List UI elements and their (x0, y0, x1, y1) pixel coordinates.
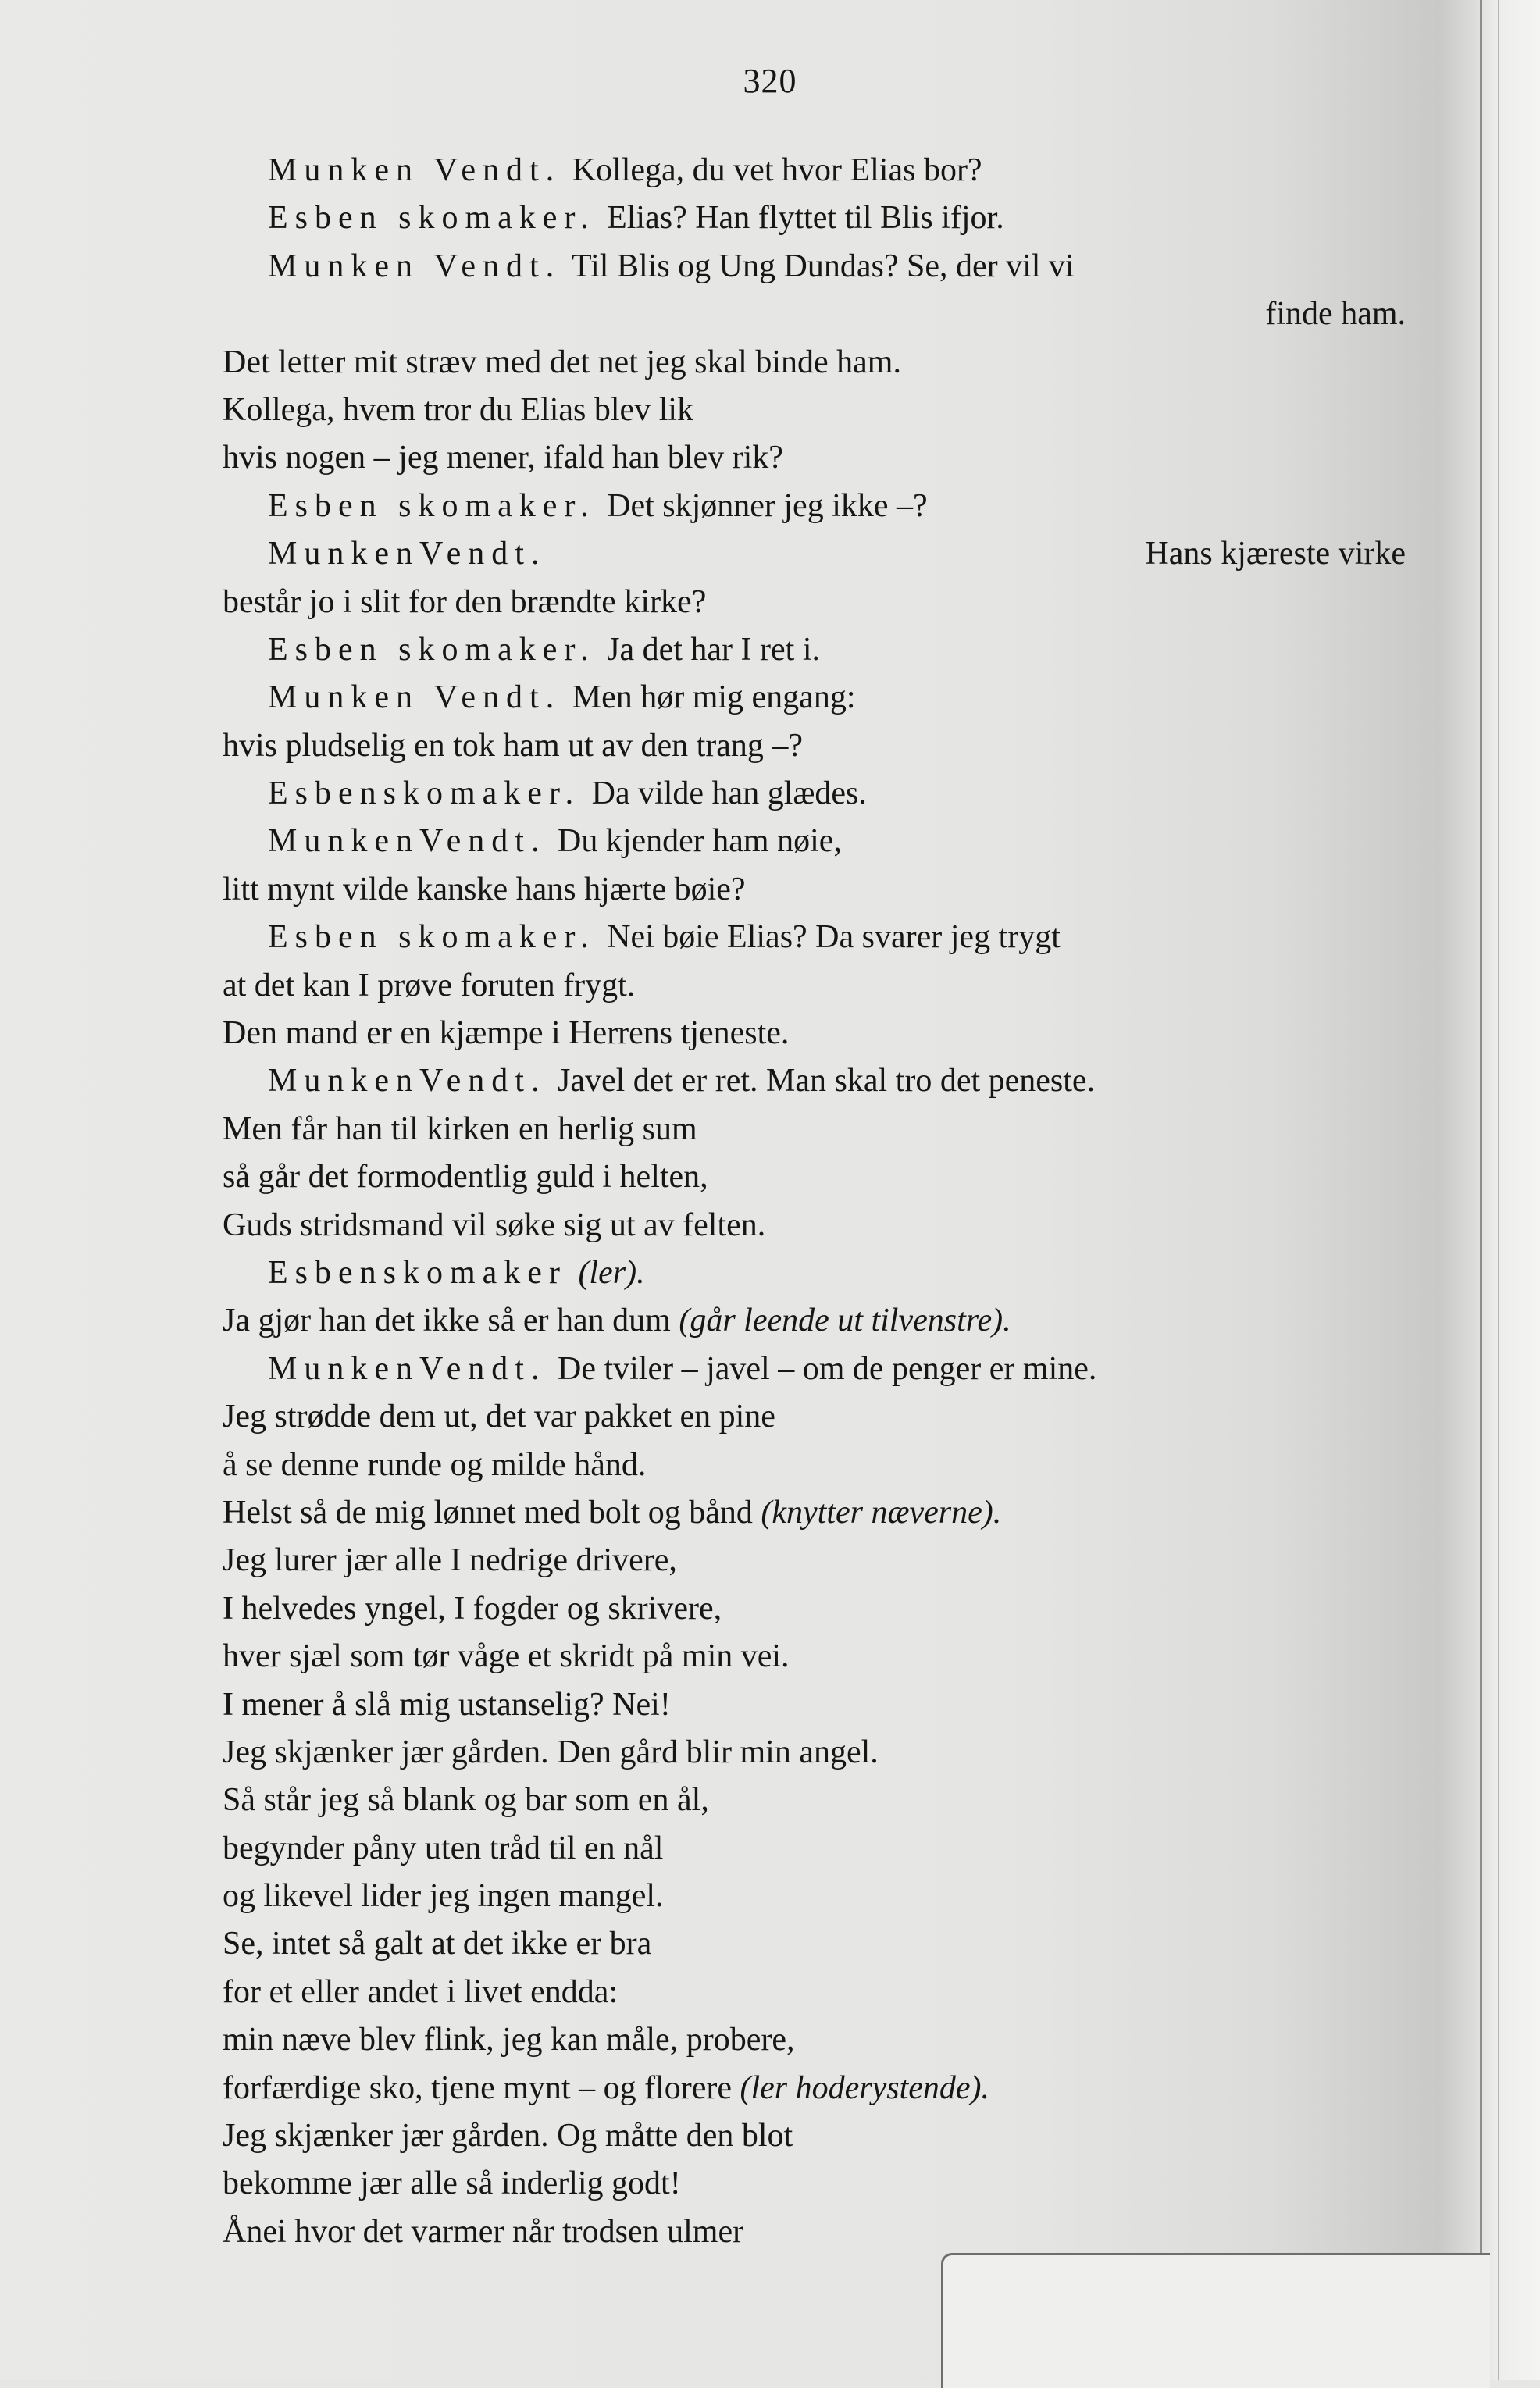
stage-direction: (knytter næverne). (761, 1494, 1002, 1531)
line-text: litt mynt vilde kanske hans hjærte bøie? (223, 871, 746, 907)
speaker-name: Esben skomaker. (268, 200, 596, 237)
text-line (223, 1825, 1406, 1873)
line-text: Nei bøie Elias? Da svarer jeg trygt (598, 919, 1061, 956)
text-line (223, 962, 1406, 1010)
line-text: for et eller andet i livet endda: (223, 1973, 618, 2010)
text-line (223, 2160, 1406, 2208)
line-text: at det kan I prøve foruten frygt. (223, 967, 636, 1003)
text-line (223, 579, 1406, 626)
text-line (223, 1249, 1406, 1297)
text-line (223, 2112, 1406, 2160)
speaker-name: Esbenskomaker (268, 1254, 567, 1291)
speaker-name: Munken Vendt. (268, 679, 561, 716)
text-line (223, 1777, 1406, 1824)
speaker-name: MunkenVendt. (268, 536, 547, 572)
text-line (223, 1057, 1406, 1105)
speaker-name: MunkenVendt. (268, 1350, 547, 1387)
text-line (223, 1633, 1406, 1681)
line-text: Så står jeg så blank og bar som en ål, (223, 1782, 709, 1819)
text-line (223, 1537, 1406, 1584)
speaker-name: Munken Vendt. (268, 248, 561, 284)
line-text: I mener å slå mig ustanselig? Nei! (223, 1686, 671, 1723)
line-text: består jo i slit for den brændte kirke? (223, 583, 707, 620)
line-text: så går det formodentlig guld i helten, (223, 1159, 708, 1196)
line-text: De tviler – javel – om de penger er mine. (549, 1350, 1097, 1387)
line-text: Til Blis og Ung Dundas? Se, der vil vi (564, 248, 1075, 284)
text-line (223, 1106, 1406, 1153)
line-text: Hans kjæreste virke (1145, 536, 1406, 572)
text-line (223, 1873, 1406, 1920)
stage-direction: (ler). (569, 1254, 645, 1291)
text-line (223, 1297, 1406, 1345)
line-text: I helvedes yngel, I fogder og skrivere, (223, 1590, 722, 1627)
line-text: forfærdige sko, tjene mynt – og florere (223, 2069, 740, 2106)
text-line (223, 2016, 1406, 2064)
line-text: å se denne runde og milde hånd. (223, 1446, 647, 1483)
line-text: Guds stridsmand vil søke sig ut av felten. (223, 1206, 766, 1243)
line-text: Jeg lurer jær alle I nedrige drivere, (223, 1542, 677, 1579)
line-text: begynder påny uten tråd til en nål (223, 1830, 664, 1866)
text-line (223, 1969, 1406, 2016)
line-text: Kollega, hvem tror du Elias blev lik (223, 391, 694, 428)
text-line (223, 914, 1406, 961)
line-text: hvis nogen – jeg mener, ifald han blev rik? (223, 440, 783, 476)
speaker-name: Esben skomaker. (268, 919, 596, 956)
speaker-name: MunkenVendt. (268, 1063, 547, 1100)
text-line (223, 1345, 1406, 1393)
stage-direction: (ler hoderystende). (740, 2069, 990, 2106)
text-line (223, 770, 1406, 818)
line-text: Det skjønner jeg ikke –? (598, 487, 928, 524)
text-line (223, 1202, 1406, 1249)
text-line (223, 722, 1406, 770)
line-text: Ånei hvor det varmer når trodsen ulmer (223, 2213, 744, 2250)
line-text: Jeg strødde dem ut, det var pakket en pine (223, 1399, 775, 1435)
speaker-name: Munken Vendt. (268, 152, 561, 188)
text-line (223, 626, 1406, 674)
line-text: og likevel lider jeg ingen mangel. (223, 1878, 664, 1915)
text-line (223, 2065, 1406, 2112)
text-line (223, 1153, 1406, 1201)
line-text: hver sjæl som tør våge et skridt på min vei. (223, 1638, 790, 1675)
spine-shadow-line-secondary (1498, 0, 1499, 2380)
line-text: Kollega, du vet hvor Elias bor? (564, 152, 982, 188)
spine-shadow-line (1480, 0, 1482, 2380)
stage-direction: (går leende ut tilvenstre). (679, 1303, 1011, 1339)
line-text: Elias? Han flyttet til Blis ifjor. (598, 200, 1004, 237)
speaker-name: MunkenVendt. (268, 823, 547, 860)
page-text (223, 147, 1406, 2256)
speaker-name: Esbenskomaker. (268, 775, 581, 812)
line-text: Jeg skjænker jær gården. Og måtte den blot (223, 2118, 793, 2155)
text-line (223, 483, 1406, 530)
text-line (223, 290, 1406, 338)
text-line (223, 1489, 1406, 1537)
text-line (223, 1681, 1406, 1729)
line-text: Da vilde han glædes. (583, 775, 867, 812)
text-line (223, 1920, 1406, 1968)
paper-slip (941, 2253, 1490, 2388)
text-line (223, 194, 1406, 242)
text-line (223, 2208, 1406, 2256)
line-text: Helst så de mig lønnet med bolt og bånd (223, 1494, 761, 1531)
line-text: Se, intet så galt at det ikke er bra (223, 1926, 652, 1962)
line-text: finde ham. (1265, 296, 1406, 333)
text-line (223, 147, 1406, 194)
line-text: hvis pludselig en tok ham ut av den trang –? (223, 727, 804, 764)
text-line (223, 434, 1406, 482)
text-line (223, 818, 1406, 865)
line-text: Men får han til kirken en herlig sum (223, 1110, 697, 1147)
text-line (223, 866, 1406, 914)
text-line (223, 243, 1406, 290)
text-line (223, 387, 1406, 434)
book-spine-edge (1437, 0, 1540, 2380)
line-text: Den mand er en kjæmpe i Herrens tjeneste. (223, 1015, 790, 1052)
line-text: Jeg skjænker jær gården. Den gård blir min angel. (223, 1734, 879, 1770)
line-text: Det letter mit stræv med det net jeg skal binde ham. (223, 344, 901, 380)
text-line (223, 1442, 1406, 1489)
text-line (223, 339, 1406, 387)
line-text: Javel det er ret. Man skal tro det peneste. (549, 1063, 1096, 1100)
line-text: Ja gjør han det ikke så er han dum (223, 1303, 679, 1339)
text-line (223, 1393, 1406, 1441)
line-text: Men hør mig engang: (564, 679, 856, 716)
speaker-name: Esben skomaker. (268, 487, 596, 524)
text-line (223, 1729, 1406, 1777)
text-line (223, 1010, 1406, 1057)
text-line (223, 674, 1406, 722)
line-text: Du kjender ham nøie, (549, 823, 842, 860)
line-text: min næve blev flink, jeg kan måle, probere, (223, 2022, 795, 2058)
line-text: Ja det har I ret i. (598, 631, 820, 668)
text-line (223, 530, 1406, 578)
page-number: 320 (743, 62, 797, 100)
speaker-name: Esben skomaker. (268, 631, 596, 668)
line-text: bekomme jær alle så inderlig godt! (223, 2165, 681, 2202)
text-line (223, 1585, 1406, 1633)
